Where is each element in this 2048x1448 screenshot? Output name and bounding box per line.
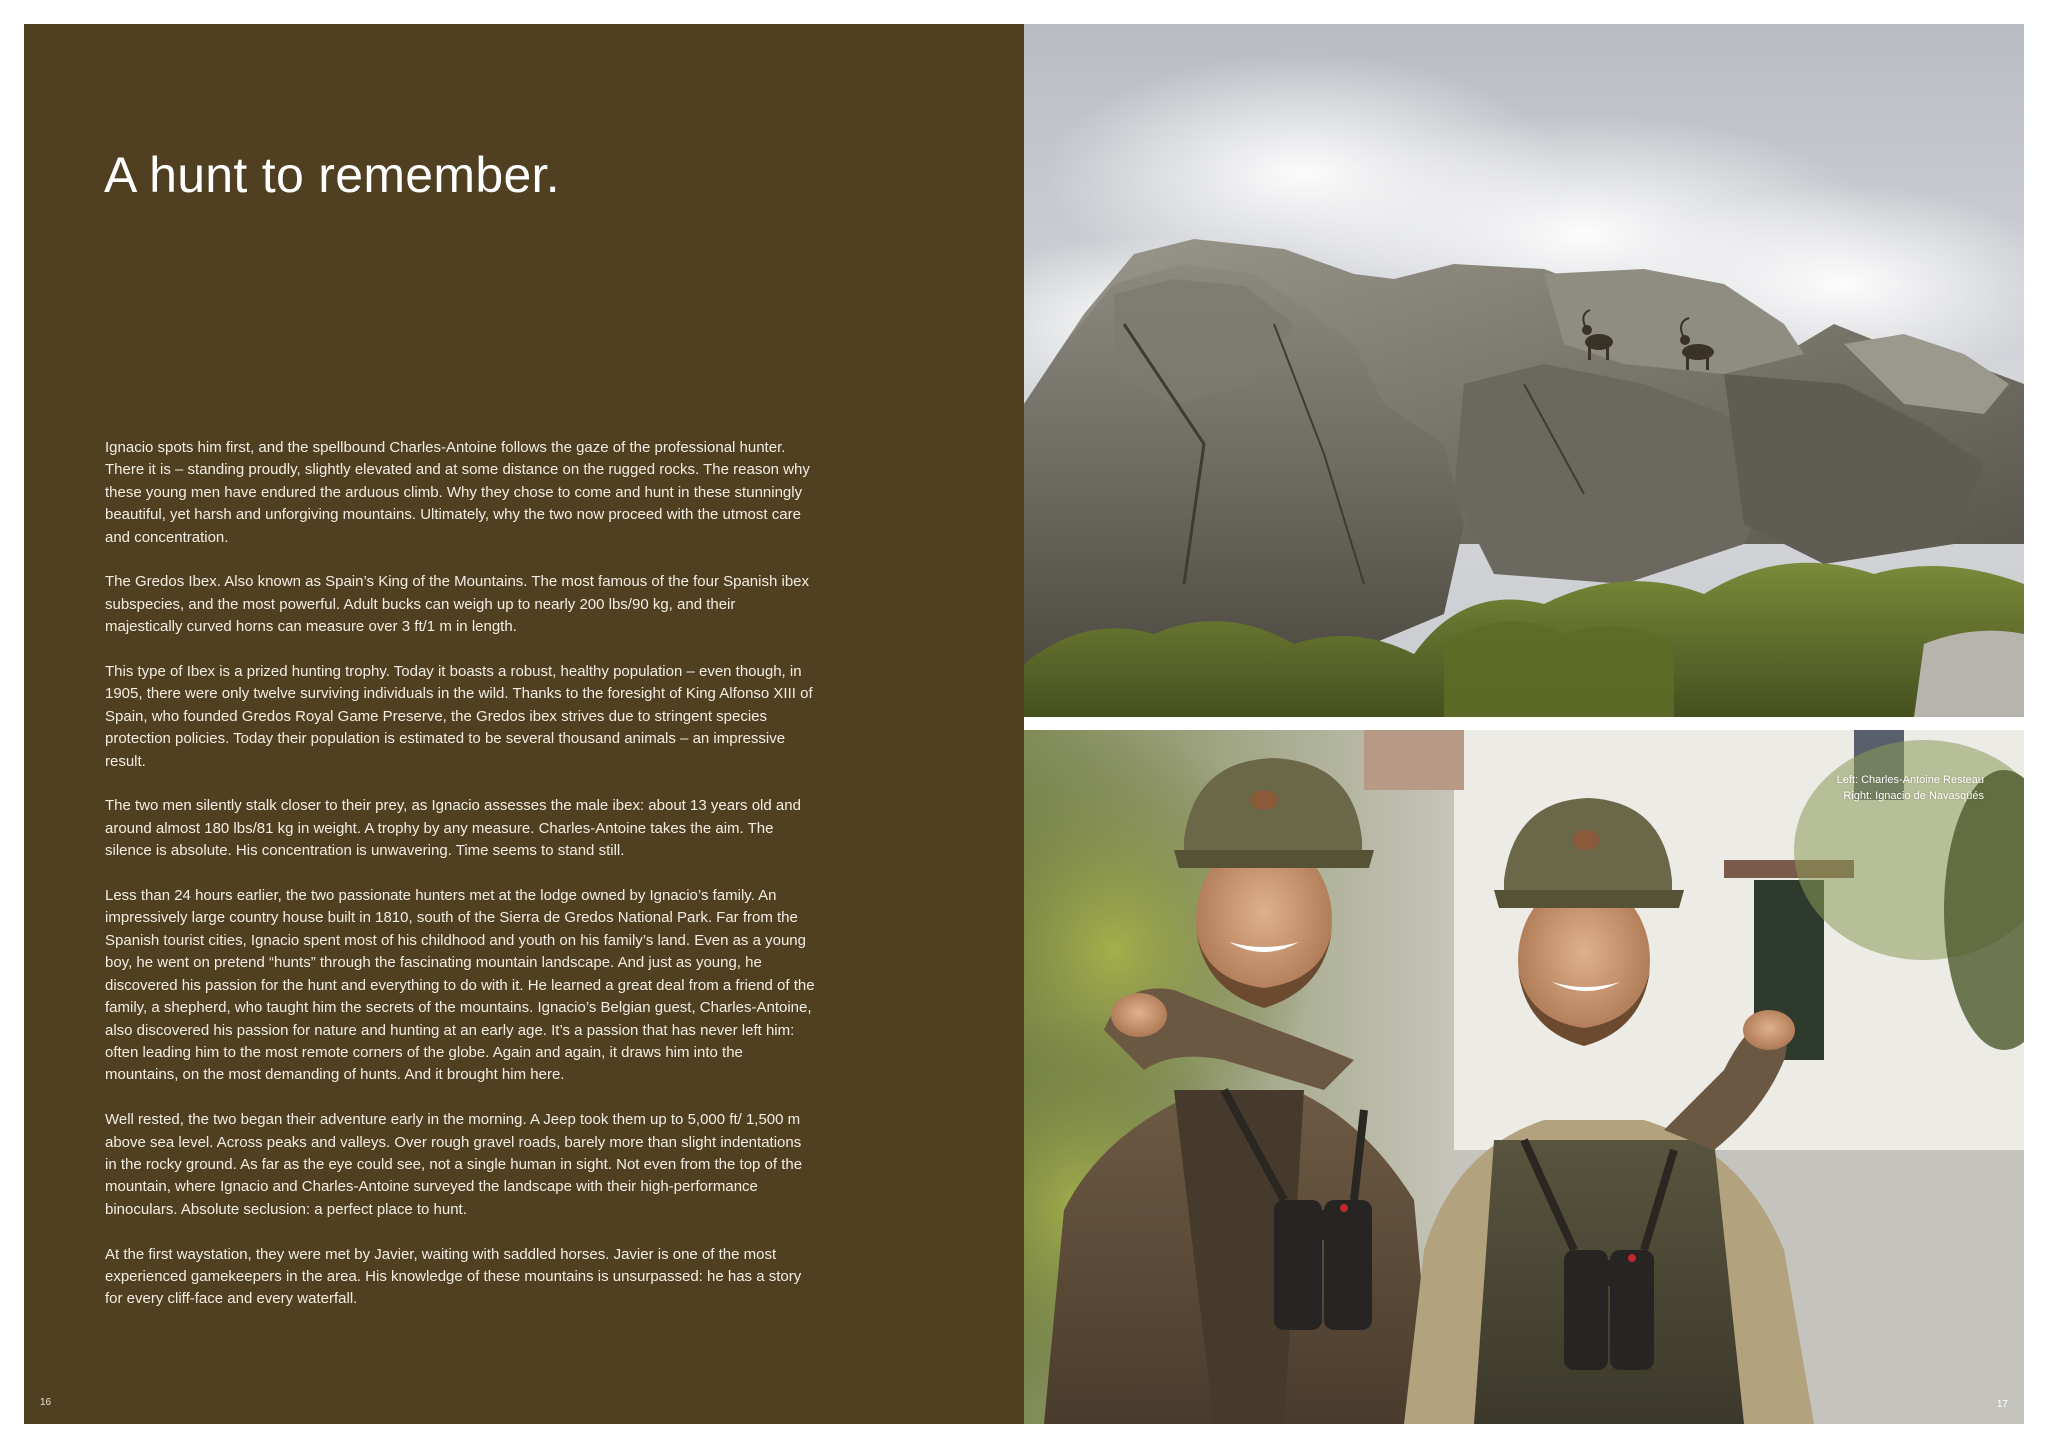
headline: A hunt to remember. [104, 147, 560, 203]
hunters-portrait-image [1024, 730, 2024, 1424]
caption-line-right: Right: Ignacio de Navasqüés [1843, 790, 1984, 802]
paragraph: The two men silently stalk closer to their prey, as Ignacio assesses the male ibex: about 13 years old and around almost 180 lbs/81 kg in weight. A trophy by any measure. Charles-Antoine takes the aim. The silence is absolute. His concentration is unwavering. Time seems to stand still. [105, 797, 801, 860]
caption-line-left: Left: Charles-Antoine Resteau [1836, 774, 1984, 786]
paragraph: Ignacio spots him first, and the spellbound Charles-Antoine follows the gaze of the professional hunter. There it is – standing proudly, slightly elevated and at some distance on the rugged rocks. The reason why these young men have endured the arduous climb. Why they chose to come and hunt in these stunningly beautiful, yet harsh and unforgiving mountains. Ultimately, why the two now proceed with the utmost care and concentration. [105, 439, 810, 546]
mountain-ibex-photo [1024, 24, 2024, 717]
photo-caption [1837, 772, 1984, 804]
paragraph: At the first waystation, they were met by Javier, waiting with saddled horses. Javier is one of the most experienced gamekeepers in the area. His knowledge of these mountains is unsurpassed: he has a story for every cliff-face and every waterfall. [105, 1245, 802, 1308]
hunters-portrait-photo [1024, 730, 2024, 1424]
left-page [24, 24, 1024, 1424]
paragraph: Well rested, the two began their adventure early in the morning. A Jeep took them up to 5,000 ft/ 1,500 m above sea level. Across peaks and valleys. Over rough gravel roads, barely more than slight indentations in the rocky ground. As far as the eye could see, not a single human in sight. Not even from the top of the mountain, where Ignacio and Charles-Antoine surveyed the landscape with their high-performance binoculars. Absolute seclusion: a perfect place to hunt. [105, 1111, 803, 1218]
page-number-right: 17 [1996, 1399, 2008, 1410]
paragraph: Less than 24 hours earlier, the two passionate hunters met at the lodge owned by Ignacio’s family. An impressively large country house built in 1810, south of the Sierra de Gredos National Park. Far from the Spanish tourist cities, Ignacio spent most of his childhood and youth on his family’s land. Even as a young boy, he went on pretend “hunts” through the fascinating mountain landscape. And just as young, he discovered his passion for the hunt and everything to do with it. He learned a great deal from a friend of the family, a shepherd, who taught him the secrets of the mountains. Ignacio’s Belgian guest, Charles-Antoine, also discovered his passion for nature and hunting at an early age. It’s a passion that has never left him: often leading him to the most remote corners of the globe. Again and again, it draws him into the mountains, on the most demanding of hunts. And it brought him here. [105, 887, 815, 1084]
page-number-left: 16 [40, 1397, 52, 1408]
paragraph: The Gredos Ibex. Also known as Spain’s King of the Mountains. The most famous of the four Spanish ibex subspecies, and the most powerful. Adult bucks can weigh up to nearly 200 lbs/90 kg, and their majestically curved horns can measure over 3 ft/1 m in length. [105, 573, 810, 636]
mountain-ibex-image [1024, 24, 2024, 717]
paragraph: This type of Ibex is a prized hunting trophy. Today it boasts a robust, healthy population – even though, in 1905, there were only twelve surviving individuals in the wild. Thanks to the foresight of King Alfonso XIII of Spain, who founded Gredos Royal Game Preserve, the Gredos ibex strives due to stringent species protection policies. Today their population is estimated to be several thousand animals – an impressive result. [105, 663, 813, 770]
article-body [105, 437, 817, 1333]
